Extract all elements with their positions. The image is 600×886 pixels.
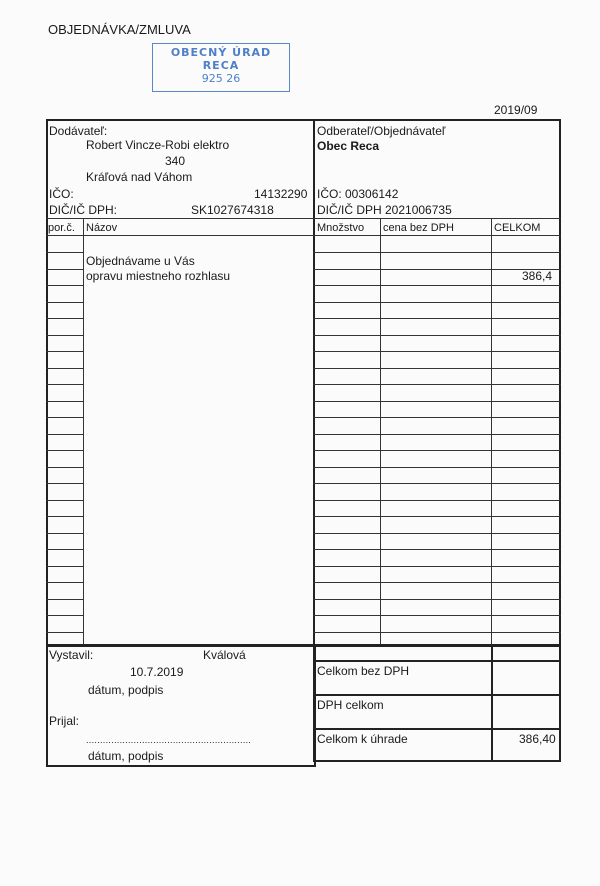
summary-without-vat: Celkom bez DPH xyxy=(317,664,410,678)
column-por: por.č. xyxy=(48,222,75,234)
por-row-line xyxy=(46,401,83,402)
por-row-line xyxy=(46,516,83,517)
value-row-line xyxy=(313,335,561,336)
por-row-line xyxy=(46,368,83,369)
value-row-line xyxy=(313,566,561,567)
por-row-line xyxy=(46,483,83,484)
buyer-dic: DIČ/IČ DPH 2021006735 xyxy=(317,203,452,217)
column-celkom: CELKOM xyxy=(494,222,541,234)
por-row-line xyxy=(46,351,83,352)
value-row-line xyxy=(313,500,561,501)
received-sign-label: dátum, podpis xyxy=(88,749,164,763)
value-row-line xyxy=(313,417,561,418)
value-row-line xyxy=(313,384,561,385)
value-row-line xyxy=(313,516,561,517)
por-row-line xyxy=(46,599,83,600)
por-row-line xyxy=(46,434,83,435)
column-mnozstvo: Množstvo xyxy=(317,222,365,234)
value-row-line xyxy=(313,599,561,600)
supplier-ico-label: IČO: xyxy=(49,187,74,201)
stamp-line2: RECA xyxy=(202,59,240,72)
por-column-divider xyxy=(83,218,84,646)
supplier-label: Dodávateľ: xyxy=(49,124,108,138)
por-row-line xyxy=(46,269,83,270)
por-row-line xyxy=(46,417,83,418)
summary-to-pay-value: 386,40 xyxy=(519,732,556,746)
column-header-divider xyxy=(46,235,561,236)
value-row-line xyxy=(313,632,561,633)
por-row-line xyxy=(46,467,83,468)
value-row-line xyxy=(313,285,561,286)
supplier-city: Kráľová nad Váhom xyxy=(86,170,193,184)
summary-divider xyxy=(491,645,493,762)
buyer-label: Odberateľ/Objednávateľ xyxy=(317,124,446,138)
por-row-line xyxy=(46,533,83,534)
buyer-name: Obec Reca xyxy=(317,139,380,153)
supplier-dic-label: DIČ/IČ DPH: xyxy=(49,203,118,217)
por-row-line xyxy=(46,566,83,567)
item-description-line2: opravu miestneho rozhlasu xyxy=(86,269,231,283)
por-row-line xyxy=(46,252,83,253)
value-row-line xyxy=(313,351,561,352)
received-dots: ........................................................... xyxy=(86,735,252,745)
value-row-line xyxy=(313,582,561,583)
value-row-line xyxy=(313,252,561,253)
por-row-line xyxy=(46,549,83,550)
supplier-ico: 14132290 xyxy=(254,187,308,201)
por-row-line xyxy=(46,384,83,385)
por-row-line xyxy=(46,450,83,451)
value-row-line xyxy=(313,549,561,550)
signature-frame xyxy=(46,645,316,767)
value-row-line xyxy=(313,450,561,451)
value-row-line xyxy=(313,318,561,319)
value-row-line xyxy=(313,302,561,303)
summary-row1-top xyxy=(313,660,561,662)
supplier-name: Robert Vincze-Robi elektro xyxy=(86,138,230,152)
value-row-line xyxy=(313,401,561,402)
por-row-line xyxy=(46,335,83,336)
por-row-line xyxy=(46,615,83,616)
document-title: OBJEDNÁVKA/ZMLUVA xyxy=(48,22,191,37)
item-total: 386,4 xyxy=(522,269,553,283)
issued-label: Vystavil: xyxy=(49,648,94,662)
received-label: Prijal: xyxy=(49,714,80,728)
issued-place: Kválová xyxy=(203,648,246,662)
column-cena: cena bez DPH xyxy=(383,222,454,234)
office-stamp xyxy=(152,43,290,92)
value-row-line xyxy=(313,368,561,369)
value-row-line xyxy=(313,615,561,616)
por-row-line xyxy=(46,500,83,501)
value-row-line xyxy=(313,467,561,468)
supplier-dic: SK1027674318 xyxy=(191,203,274,217)
por-row-line xyxy=(46,582,83,583)
summary-row2-top xyxy=(313,694,561,696)
buyer-ico: IČO: 00306142 xyxy=(317,187,399,201)
value-row-line xyxy=(313,533,561,534)
period: 2019/09 xyxy=(494,103,538,117)
issued-sign-label: dátum, podpis xyxy=(88,683,164,697)
header-row-divider xyxy=(46,218,561,219)
por-row-line xyxy=(46,302,83,303)
value-row-line xyxy=(313,483,561,484)
summary-vat: DPH celkom xyxy=(317,698,384,712)
por-row-line xyxy=(46,285,83,286)
summary-to-pay: Celkom k úhrade xyxy=(317,732,408,746)
column-nazov: Názov xyxy=(86,222,118,234)
issued-date: 10.7.2019 xyxy=(130,665,184,679)
item-description-line1: Objednávame u Vás xyxy=(86,254,195,268)
stamp-line1: OBECNÝ ÚRAD xyxy=(170,46,272,59)
por-row-line xyxy=(46,318,83,319)
por-row-line xyxy=(46,632,83,633)
supplier-number: 340 xyxy=(165,154,186,168)
summary-row3-top xyxy=(313,728,561,730)
stamp-line3: 925 26 xyxy=(201,72,241,85)
value-row-line xyxy=(313,434,561,435)
